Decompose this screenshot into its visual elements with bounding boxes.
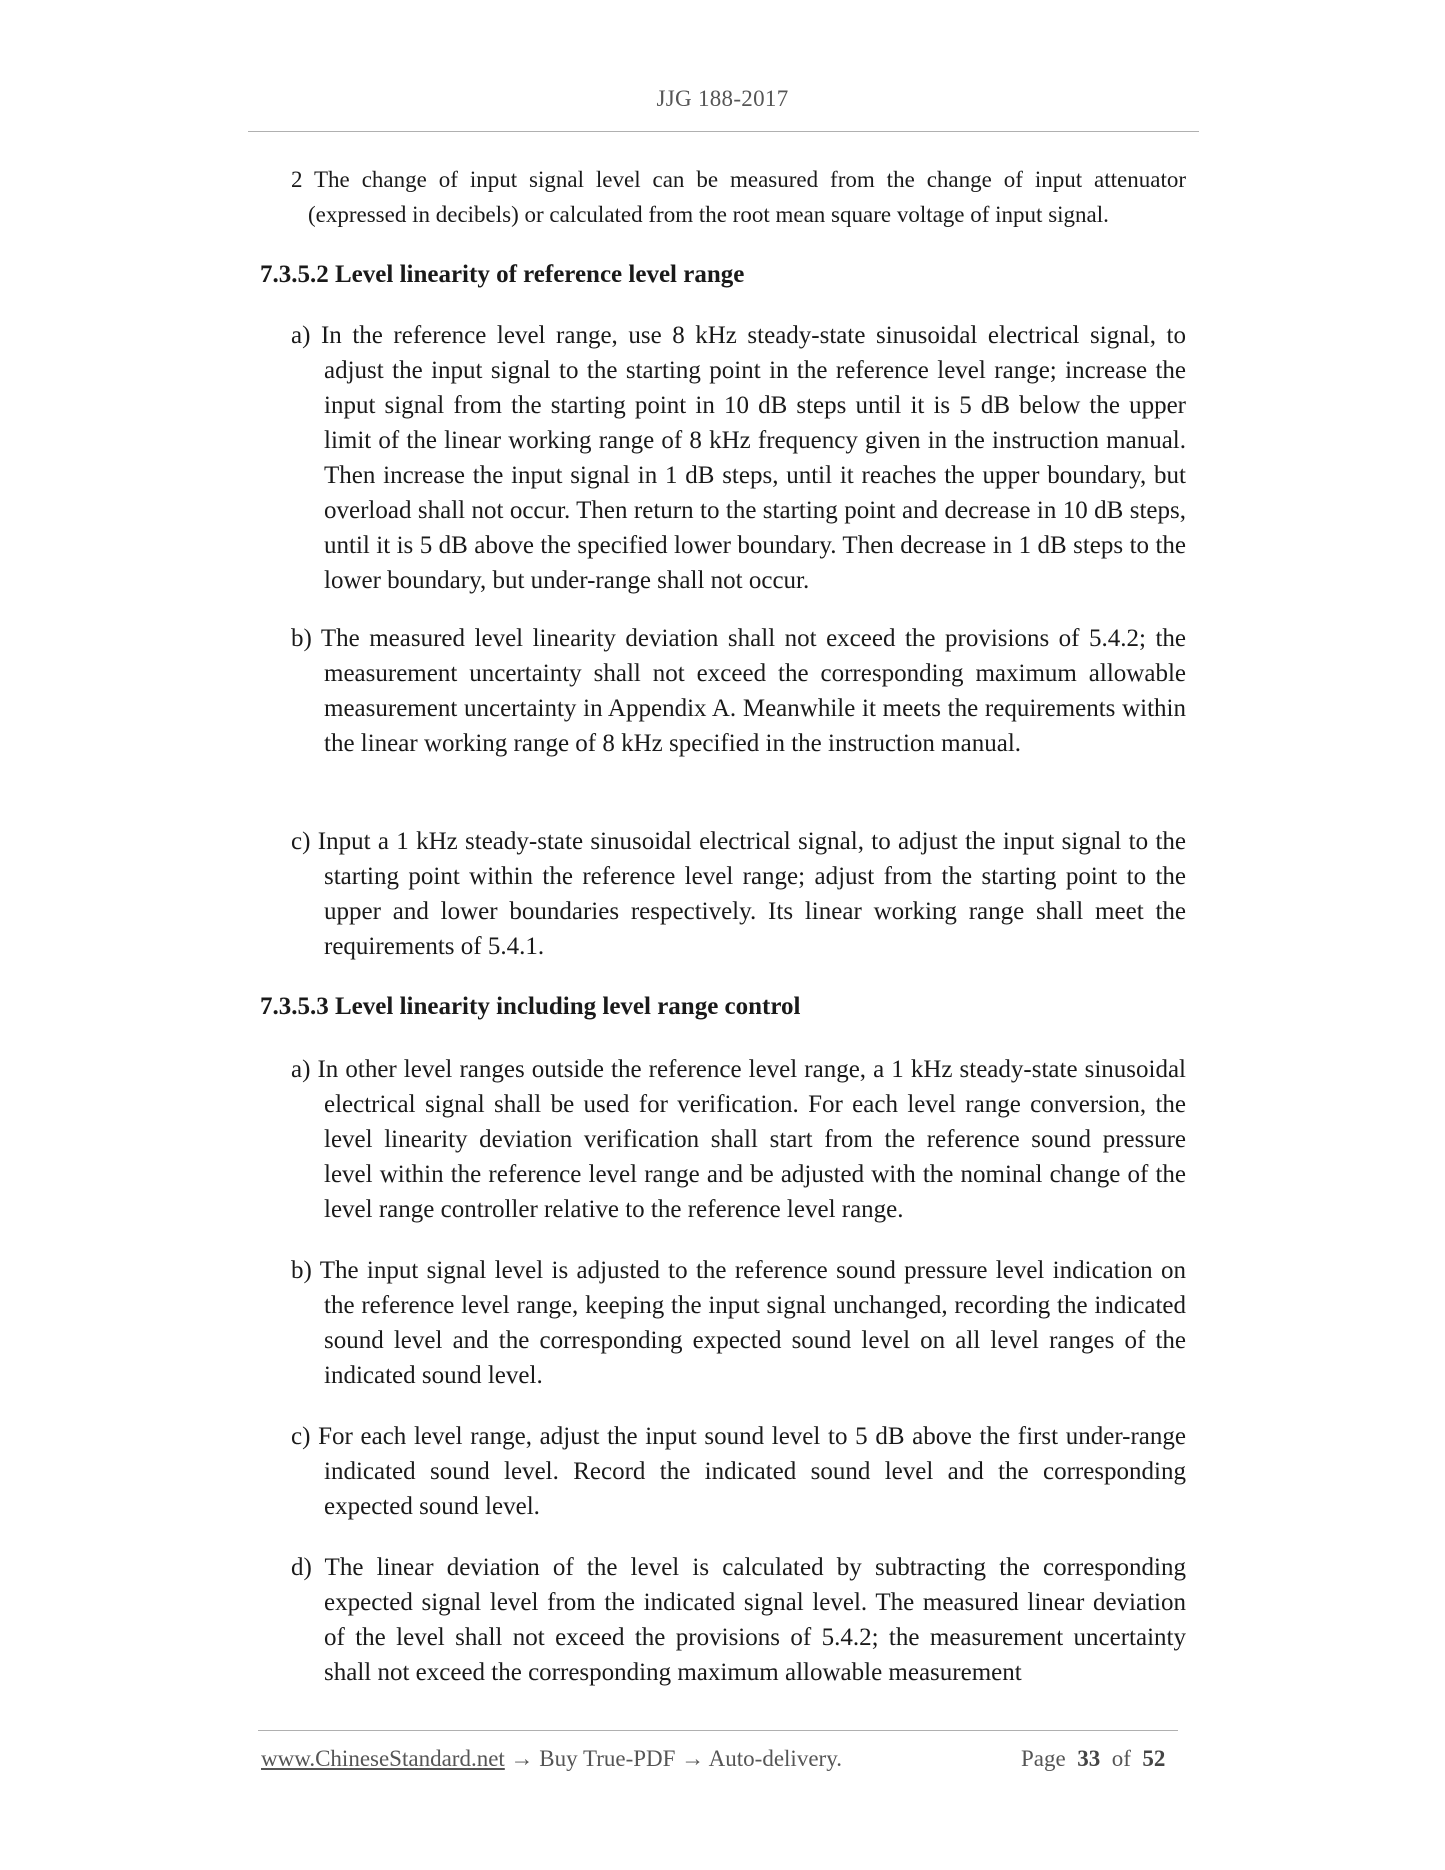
running-header-title: JJG 188-2017 [656, 86, 789, 111]
footer-buy-text: Buy True-PDF [539, 1746, 676, 1771]
footer-divider [258, 1730, 1178, 1731]
list-item-7-3-5-3-d: d) The linear deviation of the level is calculated by subtracting the corresponding expected signal level from the indicated signal level. The measured linear deviation of the level shall not exceed the provisions of 5.4.2; the measurement uncertainty shall not exceed the corresponding maximum allowable measurement [291, 1554, 1186, 1686]
list-item-7-3-5-2-b: b) The measured level linearity deviation shall not exceed the provisions of 5.4.2; the measurement uncertainty shall not exceed the corresponding maximum allowable measurement uncertainty in Appendix A. Meanwhile it meets the requirements within the linear working range of 8 kHz specified in the instruction manual. [291, 625, 1186, 757]
footer-url-link[interactable]: www.ChineseStandard.net [261, 1746, 505, 1771]
footer-delivery-text: Auto-delivery. [708, 1746, 842, 1771]
list-item-7-3-5-3-c: c) For each level range, adjust the input sound level to 5 dB above the first under-range indicated sound level. Record the indicated sound level and the corresponding expected sound level. [291, 1423, 1186, 1520]
page-label: Page [1021, 1746, 1066, 1771]
page-number: 33 [1077, 1746, 1101, 1771]
section-heading-7-3-5-3: 7.3.5.3 Level linearity including level range control [260, 993, 801, 1020]
page-counter [1021, 1746, 1165, 1772]
note-paragraph [291, 162, 1186, 232]
total-pages: 52 [1142, 1746, 1166, 1771]
arrow-right-icon: → [504, 1746, 540, 1771]
header-divider [248, 131, 1199, 132]
list-item-7-3-5-3-a: a) In other level ranges outside the reference level range, a 1 kHz steady-state sinusoidal electrical signal shall be used for verification. For each level range conversion, the level linearity deviation verification shall start from the reference sound pressure level within the reference level range and be adjusted with the nominal change of the level range controller relative to the reference level range. [291, 1056, 1186, 1223]
of-label: of [1111, 1746, 1131, 1771]
note-line-1: 2 The change of input signal level can be measured from the change of input attenuator [291, 167, 1186, 192]
list-item-7-3-5-3-b: b) The input signal level is adjusted to the reference sound pressure level indication on the reference level range, keeping the input signal unchanged, recording the indicated sound level and the corresponding expected sound level on all level ranges of the indicated sound level. [291, 1257, 1186, 1389]
footer-promo [261, 1746, 842, 1772]
arrow-right-icon: → [675, 1746, 709, 1771]
list-item-7-3-5-2-a: a) In the reference level range, use 8 kHz steady-state sinusoidal electrical signal, to adjust the input signal to the starting point in the reference level range; increase the input signal from the starting point in 10 dB steps until it is 5 dB below the upper limit of the linear working range of 8 kHz frequency given in the instruction manual. Then increase the input signal in 1 dB steps, until it reaches the upper boundary, but overload shall not occur. Then return to the starting point and decrease in 10 dB steps, until it is 5 dB above the specified lower boundary. Then decrease in 1 dB steps to the lower boundary, but under-range shall not occur. [291, 322, 1186, 594]
note-line-2: (expressed in decibels) or calculated from the root mean square voltage of input signal. [308, 202, 1109, 227]
section-heading-7-3-5-2: 7.3.5.2 Level linearity of reference level range [260, 261, 745, 288]
list-item-7-3-5-2-c: c) Input a 1 kHz steady-state sinusoidal electrical signal, to adjust the input signal to the starting point within the reference level range; adjust from the starting point to the upper and lower boundaries respectively. Its linear working range shall meet the requirements of 5.4.1. [291, 828, 1186, 960]
